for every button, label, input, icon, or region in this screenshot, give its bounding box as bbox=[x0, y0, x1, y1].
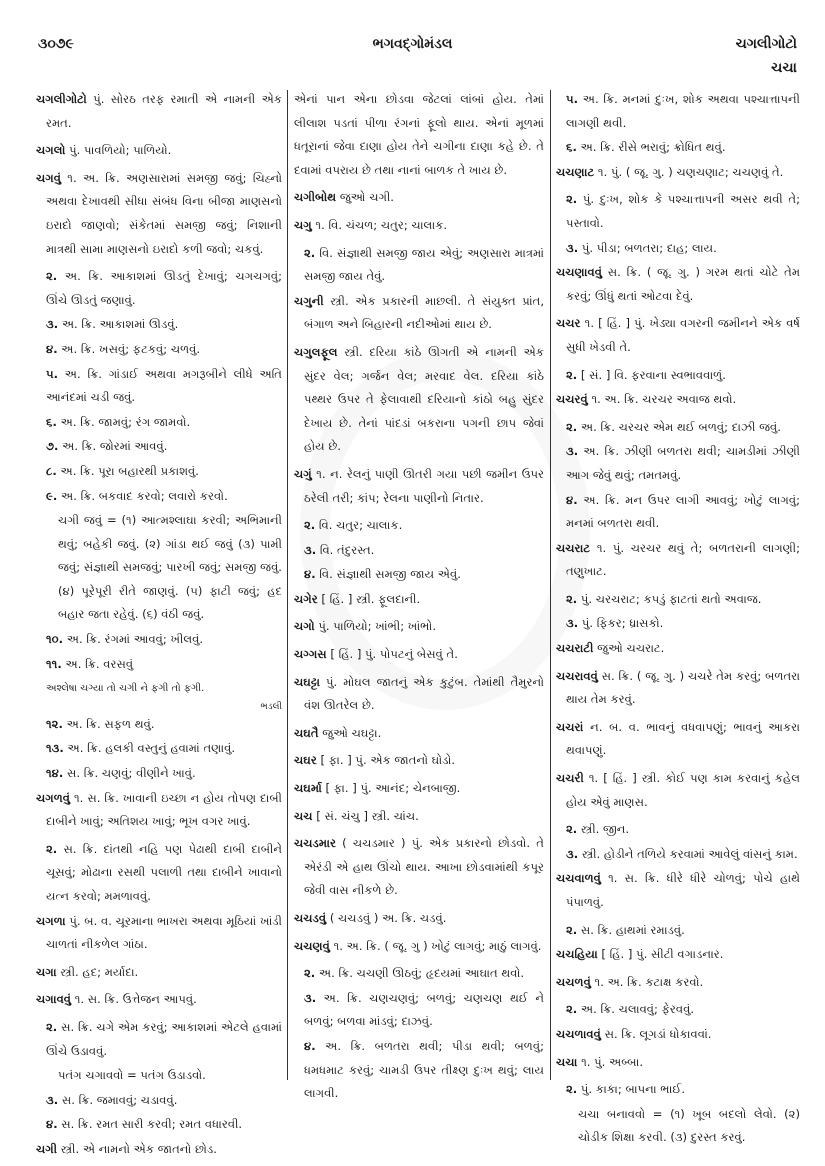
sense-line bbox=[36, 1113, 282, 1137]
sense-line bbox=[36, 460, 282, 484]
sense-line bbox=[36, 363, 282, 410]
sense-number: ૨. bbox=[566, 1002, 578, 1017]
headword: ચચરાં bbox=[556, 719, 584, 734]
dictionary-entry bbox=[36, 787, 282, 834]
definition-text: ૧. સ. ક્રિ. ખાવાની ઇચ્છા ન હોય તોપણ દાબી દાબીને ખાવું; અતિશય ખાવું; ભૂખ વગર ખાવું. bbox=[46, 790, 282, 829]
sense-number: ૩. bbox=[566, 846, 579, 861]
definition-text: જુઓ ચચરાટ. bbox=[593, 641, 665, 656]
idiom-line bbox=[36, 1064, 282, 1088]
sense-number: ૩. bbox=[304, 990, 317, 1005]
definition-text: ( ચચડવું ) અ. ક્રિ. ચડવું. bbox=[326, 911, 447, 925]
dictionary-entry bbox=[36, 139, 282, 163]
dictionary-entry bbox=[294, 463, 544, 510]
dictionary-entry bbox=[36, 961, 282, 985]
sense-number: ૨. bbox=[46, 1019, 58, 1034]
sense-line bbox=[294, 242, 544, 289]
definition-text: સ. ક્રિ. ( જૂ. ગુ. ) ચચરે તેમ કરવું; બળતરા થાય તેમ કરવું. bbox=[566, 668, 800, 707]
page-number: ૩૦૭૯ bbox=[38, 36, 74, 52]
definition-text: ૧. અ. ક્રિ. ચરચર અવાજ થવો. bbox=[587, 392, 737, 407]
dictionary-entry bbox=[294, 777, 544, 801]
dictionary-entry bbox=[294, 643, 544, 667]
definition-text: ચચા બનાવવો = (૧) ખૂબ બદલો લેવો. (૨) ચોડીક શિક્ષા કરવી. (૩) દુરસ્ત કરવું. bbox=[578, 1106, 800, 1145]
definition-text: વિ. તંદુરસ્ત. bbox=[316, 542, 375, 557]
definition-text: વિ. સંજ્ઞાથી સમજી જાય એવું. bbox=[315, 567, 461, 582]
dictionary-entry bbox=[294, 805, 544, 829]
headword: ચઘતૈ bbox=[294, 725, 319, 740]
definition-text: સ્ત્રી. હોડીને તળિયે કરવામાં આવેલું વાંસનું કામ. bbox=[578, 846, 798, 861]
sense-number: ૪. bbox=[46, 1117, 58, 1132]
sense-number: ૨. bbox=[566, 192, 578, 207]
headword: ચગી bbox=[36, 1141, 58, 1156]
dictionary-entry bbox=[294, 186, 544, 210]
sense-line bbox=[294, 987, 544, 1034]
definition-text: પું. ચરચરાટ; કપડું ફાટતાં થતો અવાજ. bbox=[577, 591, 762, 606]
dictionary-entry bbox=[294, 671, 544, 718]
definition-text: અ. ક્રિ. વરસવું bbox=[61, 656, 134, 671]
headword: ચચવાળવું bbox=[556, 871, 601, 886]
definition-text: પું. મોઘલ જાતનું એક કુટુંબ. તેમાંથી તૈમુરનો વંશ ઊતરેલ છે. bbox=[304, 674, 544, 713]
sense-line bbox=[556, 1078, 800, 1102]
definition-text: જુઓ ચઘટ્ટા. bbox=[318, 725, 382, 740]
dictionary-entry bbox=[556, 971, 800, 995]
first-guide-word: ચગલીગોટો bbox=[735, 36, 797, 52]
dictionary-entry bbox=[556, 767, 800, 814]
definition-text: ૧. અ. ક્રિ. ( જૂ. ગુ ) ખોટું લાગવું; માઠું લાગવું. bbox=[329, 938, 542, 953]
sense-number: ૩. bbox=[46, 1092, 59, 1107]
sense-line bbox=[556, 818, 800, 842]
sense-number: ૧૩. bbox=[46, 741, 64, 756]
headword: ચચણવું bbox=[294, 938, 330, 953]
dictionary-entry bbox=[294, 749, 544, 773]
definition-text: અ. ક્રિ. ચણચણવું; બળવું; ચણચણ થઈ ને બળવું; બળવા માંડવું; દાઝવું. bbox=[304, 990, 544, 1029]
dictionary-entry bbox=[556, 388, 800, 412]
definition-text: વિ. ચતુર; ચાલાક. bbox=[315, 518, 403, 533]
sense-line bbox=[556, 364, 800, 388]
sense-line bbox=[556, 998, 800, 1022]
headword: ચગુ bbox=[294, 217, 312, 232]
definition-text: ૧. વિ. ચંચળ; ચતુર; ચાલાક. bbox=[311, 217, 448, 232]
definition-text: સ. ક્રિ. ચગે એમ કરવું; આકાશમાં એટલે હવામાં ઊંચે ઉડાવવું. bbox=[46, 1019, 282, 1058]
headword: ચગા bbox=[36, 964, 57, 979]
sense-line bbox=[556, 843, 800, 867]
definition-text: પું. બ. વ. ચૂરમાના ભાખરા અથવા મૂઠિયાં ખાંડી ચાળતાં નીકળેલ ગાંઠા. bbox=[46, 913, 282, 952]
sense-number: ૨. bbox=[566, 367, 578, 382]
sense-line bbox=[556, 440, 800, 487]
headword: ચચડવું bbox=[294, 911, 327, 925]
sense-number: ૪. bbox=[304, 567, 316, 582]
definition-text: ૧. [ હિં. ] સ્ત્રી. કોઈ પણ કામ કરવાનું કહેલ હોય એવું માણસ. bbox=[566, 771, 800, 809]
sense-number: ૧૧. bbox=[46, 656, 62, 671]
dictionary-entry bbox=[294, 722, 544, 746]
definition-text: ( ચચડમાર ) પું. એક પ્રકારનો છોડવો. તે એરંડી એ હાથ ઊંચો થાય. આખા છોડવામાંથી કપૂર જેવી વાસ નીકળે છે. bbox=[304, 836, 544, 898]
definition-text: અ. ક્રિ. સફળ થવું. bbox=[62, 716, 155, 731]
sense-number: ૬. bbox=[46, 414, 57, 429]
definition-text: અ. ક્રિ. ચરચર એમ થઈ બળવું; દાઝી જવું. bbox=[577, 419, 781, 434]
sense-line bbox=[36, 1016, 282, 1063]
definition-text: [ ફા. ] પું. એક જાતનો ઘોડો. bbox=[316, 753, 456, 768]
sense-number: ૯. bbox=[46, 488, 58, 503]
definition-text: સ. ક્રિ. દાંતથી નહિ પણ પેઢાથી દાબી દાબીને ચૂસવું; મોઢાના રસથી પલાળી તથા દાબીને ખાવાનો યત્ન કરવો; મમળાવવું. bbox=[46, 841, 282, 903]
sense-line bbox=[36, 838, 282, 909]
definition-text: [ સં. ચંચુ ] સ્ત્રી. ચાંચ. bbox=[312, 808, 419, 823]
headword: ચચડમાર bbox=[294, 836, 336, 851]
sense-line bbox=[36, 653, 282, 677]
definition-text: અ. ક્રિ. પૂરા બહારથી પ્રકાશવું. bbox=[56, 463, 199, 478]
column-divider bbox=[287, 90, 288, 1080]
definition-text: અ. ક્રિ. આકાશમાં ઊડતું દેખાવું; ચગચગવું; ઊંચે ઊડતું જણાવું. bbox=[46, 269, 282, 307]
headword: ચગલો bbox=[36, 143, 66, 158]
sense-number: ૨. bbox=[304, 245, 316, 260]
quote-source: ભડલી bbox=[260, 701, 282, 712]
sense-line bbox=[294, 1035, 544, 1106]
dictionary-entry bbox=[556, 1023, 800, 1047]
column-2 bbox=[294, 88, 544, 1107]
headword: ચચરાટી bbox=[556, 641, 594, 656]
sense-line bbox=[36, 713, 282, 737]
book-title: ભગવદ્ગોમંડલ bbox=[372, 36, 453, 52]
headword: ચચરાટ bbox=[556, 540, 591, 555]
sense-number: ૨. bbox=[566, 1082, 578, 1097]
dictionary-entry bbox=[36, 88, 282, 135]
sense-number: ૨. bbox=[566, 591, 578, 606]
definition-text: એનાં પાન એના છોડવા જેટલાં લાંબાં હોય. તેમાં લીલાશ પડતાં પીળા રંગનાં ફૂલો થાય. એનાં મૂળમાં ધતૂરાનાં જેવા દાણા હોય તેને ચગીના દાણા કહે છે. તે દવામાં વપરાય છે તથા નાનાં બાળક તે ખાય છે. bbox=[294, 92, 544, 177]
definition-text: [ હિં. ] પું. સીટી વગાડનાર. bbox=[597, 947, 724, 962]
sense-line bbox=[36, 411, 282, 435]
definition-text: અ. ક્રિ. મનમાં દુઃખ, શોક અથવા પશ્ચાત્તાપની લાગણી થવી. bbox=[566, 92, 800, 130]
sense-number: ૪. bbox=[46, 341, 58, 356]
sense-line bbox=[36, 628, 282, 652]
headword: ચચર bbox=[556, 316, 581, 331]
headword: ચચણાટ bbox=[556, 164, 595, 179]
sense-number: ૨. bbox=[46, 841, 58, 856]
definition-text: પું. પીડા; બળતરા; દાહ; લાય. bbox=[578, 240, 717, 255]
sense-number: ૧૦. bbox=[46, 632, 64, 647]
sense-number: ૨. bbox=[304, 518, 316, 533]
headword: ચચરવું bbox=[556, 392, 588, 407]
definition-text: અ. ક્રિ. જામવું; રંગ જામવો. bbox=[56, 414, 191, 429]
definition-text: ૧. [ હિં. ] પું. ખેડ્યા વગરની જમીનને એક વર્ષ સુધી ખેડવી તે. bbox=[566, 316, 800, 354]
definition-text: સ. ક્રિ. ( જૂ. ગુ. ) ગરમ થતાં ચોટે તેમ કરવું; ઊંધું થતાં ઓટવા દેવું. bbox=[566, 265, 800, 303]
dictionary-entry bbox=[36, 988, 282, 1012]
headword: ચગુની bbox=[294, 293, 324, 308]
quotation bbox=[36, 677, 282, 713]
sense-line bbox=[294, 962, 544, 986]
headword: ચચણાવવું bbox=[556, 265, 602, 280]
definition-text: સ. ક્રિ. ચણવું; વીણીને ખાવું. bbox=[63, 766, 196, 781]
definition-text: અ. ક્રિ. જોરમાં આવવું. bbox=[58, 439, 168, 454]
headword: ચગ્ગસ bbox=[294, 647, 327, 662]
sense-number: ૨. bbox=[566, 419, 578, 434]
definition-text: સ્ત્રી. એક પ્રકારની માછલી. તે સંયુક્ત પ્રાંત, બંગાળ અને બિહારની નદીઓમાં થાય છે. bbox=[304, 293, 544, 332]
definition-text: [ હિં. ] સ્ત્રી. ફૂલદાની. bbox=[317, 591, 421, 606]
dictionary-entry bbox=[36, 167, 282, 261]
definition-text: ન. બ. વ. ભાવનું વધવાપણું; ભાવનું આકરા થવાપણું. bbox=[566, 719, 800, 758]
dictionary-entry bbox=[556, 537, 800, 584]
headword: ચઘર્મા bbox=[294, 781, 322, 796]
definition-text: પું. દુઃખ, શોક કે પશ્ચાત્તાપની અસર થવી તે; પસ્તાવો. bbox=[566, 192, 800, 230]
sense-line bbox=[294, 88, 544, 182]
sense-line bbox=[556, 188, 800, 235]
dictionary-entry bbox=[294, 214, 544, 238]
sense-line bbox=[36, 485, 282, 509]
definition-text: અ. ક્રિ. રંગમાં આવવું; ખીલવું. bbox=[63, 632, 204, 647]
sense-number: ૫. bbox=[566, 92, 579, 106]
definition-text: અ. ક્રિ. ચલાવવું; ફેરવવું. bbox=[577, 1002, 695, 1017]
definition-text: અ. ક્રિ. રીસે ભરાવું; ક્રોધિત થવું. bbox=[576, 140, 726, 155]
sense-line bbox=[556, 136, 800, 160]
sense-line bbox=[36, 435, 282, 459]
definition-text: સ્ત્રી. જીન. bbox=[577, 822, 630, 837]
headword: ચચળવું bbox=[556, 974, 591, 989]
sense-number: ૨. bbox=[46, 269, 58, 284]
sense-line bbox=[294, 539, 544, 563]
sense-line bbox=[36, 762, 282, 786]
definition-text: ચગી જવું = (૧) આત્મશ્લાઘા કરવી; અભિમાની થવું; બહેકી જવું. (૨) ગાંડા થઈ જવું (૩) પામી જવું; સંજ્ઞાથી સમજવું; પારખી જવું; સમજી જવું. (૪) પૂરેપૂરી રીતે જાણવું. (૫) ફાટી જવું; હદ બહાર જતા રહેવું. (૬) વંઠી જવું. bbox=[58, 513, 282, 622]
definition-text: વિ. સંજ્ઞાથી સમજી જાય એવું; અણસારા માત્રમાં સમજી જાય તેવું. bbox=[304, 245, 544, 284]
sense-line bbox=[294, 514, 544, 538]
definition-text: પતંગ ચગાવવો = પતંગ ઉડાડવો. bbox=[58, 1068, 206, 1083]
headword: ચગેર bbox=[294, 591, 318, 606]
dictionary-entry bbox=[294, 935, 544, 959]
definition-text: સ. ક્રિ. હાથમાં રમાડવું. bbox=[577, 922, 685, 937]
headword: ચઘટ્ટા bbox=[294, 674, 320, 689]
definition-text: પું. પાળિયો; ખાંભી; ખાંભો. bbox=[314, 619, 437, 634]
sense-line bbox=[556, 588, 800, 612]
column-divider bbox=[550, 90, 551, 1080]
definition-text: અ. ક્રિ. ચચણી ઊઠવું; હૃદયમાં આઘાત થવો. bbox=[315, 966, 525, 981]
definition-text: અ. ક્રિ. ઝીણી બળતરા થવી; ચામડીમાં ઝીણી આગ જેવું થવું; તમતમવું. bbox=[566, 444, 800, 482]
definition-text: અશ્લેષા ચગ્યા તો ચગી ને ફગી તો ફગી. bbox=[46, 683, 205, 695]
sense-line bbox=[36, 737, 282, 761]
definition-text: ૧. અ. ક્રિ. કટાક્ષ કરવો. bbox=[590, 974, 704, 989]
headword: ચચહિયા bbox=[556, 947, 598, 962]
definition-text: જુઓ ચગી. bbox=[336, 190, 394, 205]
dictionary-entry bbox=[556, 716, 800, 763]
definition-text: અ. ક્રિ. હલકી વસ્તુનું હવામાં તણાવું. bbox=[63, 741, 236, 756]
headword: ચચ bbox=[294, 808, 313, 823]
sense-number: ૨. bbox=[304, 966, 316, 981]
headword: ચચા bbox=[556, 1054, 578, 1069]
definition-text: [ હિં. ] પું. પોપટનું બેસવું તે. bbox=[326, 647, 458, 662]
definition-text: સ્ત્રી. દરિયા કાંઠે ઊગતી એ નામની એક સુંદર વેલ; ગર્જન વેલ; મરવાદ વેલ. દરિયા કાંઠે પથ્થર ઉપર તે ફેલાવાથી દરિયાનો કાંઠો બહુ સુંદર દેખાય છે. તેનાં પાંદડાં બકરાના પગની છાપ જેવાં હોય છે. bbox=[304, 344, 544, 454]
definition-text: સ. ક્રિ. જમાવવું; ચડાવવું. bbox=[58, 1092, 178, 1107]
dictionary-entry bbox=[294, 832, 544, 903]
headword: ચગલીગોટો bbox=[36, 92, 87, 106]
sense-number: ૩. bbox=[46, 317, 59, 332]
dictionary-entry bbox=[556, 161, 800, 185]
sense-number: ૧૪. bbox=[46, 766, 64, 781]
sense-line bbox=[36, 265, 282, 312]
sense-line bbox=[36, 313, 282, 337]
sense-line bbox=[36, 338, 282, 362]
definition-text: ૧. સ. ક્રિ. ધીરે ધીરે ચોળવું; પોચે હાથે પંપાળવું. bbox=[566, 871, 800, 909]
definition-text: ૧. ન. રેલનું પાણી ઊતરી ગયા પછી જમીન ઉપર ઠરેલી તરી; કાંપ; રેલના પાણીનો નિતાર. bbox=[304, 466, 544, 505]
definition-text: સ્ત્રી. હદ; મર્યાદા. bbox=[56, 964, 139, 979]
headword: ચગળા bbox=[36, 913, 66, 928]
sense-line bbox=[556, 237, 800, 261]
idiom-line bbox=[556, 1103, 800, 1150]
definition-text: પું. પાવળિયો; પાળિયો. bbox=[65, 143, 172, 158]
dictionary-entry bbox=[556, 1051, 800, 1075]
dictionary-entry bbox=[556, 665, 800, 712]
definition-text: અ. ક્રિ. બકવાદ કરવો; લવારો કરવો. bbox=[57, 488, 228, 503]
definition-text: ૧. પું. ચરચર થવું તે; બળતરાની લાગણી; તણુખાટ. bbox=[566, 540, 800, 579]
definition-text: સ. ક્રિ. લૂગડાં ધોકાવવાં. bbox=[600, 1026, 712, 1041]
dictionary-entry bbox=[556, 261, 800, 308]
dictionary-entry bbox=[294, 341, 544, 459]
definition-text: ૧. પું. અબ્બા. bbox=[577, 1054, 644, 1069]
sense-number: ૬. bbox=[566, 140, 577, 155]
dictionary-entry bbox=[556, 312, 800, 359]
column-1 bbox=[36, 88, 282, 1166]
sense-number: ૨. bbox=[566, 822, 578, 837]
definition-text: અ. ક્રિ. ગાંડાઈ અથવા મગરૂબીને લીધે અતિ આનંદમાં ચડી જવું. bbox=[46, 366, 282, 405]
column-3 bbox=[556, 88, 800, 1151]
headword: ચચરાવવું bbox=[556, 668, 598, 683]
sense-number: ૧૨. bbox=[46, 716, 63, 731]
definition-text: ૧. અ. ક્રિ. અણસારામાં સમજી જવું; ચિહ્નો અથવા દેખાવથી સીધા સંબંધ વિના બીજા માણસનો ઇરાદો જાણવો; સંકેતમાં સમજી જવું; નિશાની માત્રથી સામા માણસનો ઇરાદો કળી જવો; ચકવું. bbox=[46, 170, 282, 256]
headword: ચગું bbox=[294, 466, 312, 481]
headword: ચગો bbox=[294, 619, 315, 634]
sense-number: ૪. bbox=[304, 1038, 316, 1053]
sense-line bbox=[556, 612, 800, 636]
sense-number: ૩. bbox=[566, 616, 579, 631]
sense-line bbox=[556, 919, 800, 943]
definition-text: અ. ક્રિ. આકાશમાં ઊડવું. bbox=[58, 317, 179, 332]
dictionary-entry bbox=[556, 637, 800, 661]
headword: ચચળાવવું bbox=[556, 1026, 601, 1041]
dictionary-entry bbox=[36, 1138, 282, 1162]
dictionary-entry bbox=[556, 943, 800, 967]
dictionary-entry bbox=[294, 588, 544, 612]
definition-text: [ સં. ] વિ. ફરવાના સ્વભાવવાળું. bbox=[577, 367, 726, 382]
headword: ચચરી bbox=[556, 771, 584, 786]
sense-line bbox=[556, 88, 800, 135]
definition-text: અ. ક્રિ. ખસવું; ફટકવું; ચળવું. bbox=[57, 341, 201, 356]
sense-number: ૫. bbox=[46, 366, 59, 381]
headword: ચગુલફૂલ bbox=[294, 344, 338, 359]
definition-text: ૧. પું. ( જૂ. ગુ. ) ચણચણાટ; ચચણવું તે. bbox=[594, 164, 784, 179]
sense-number: ૪. bbox=[566, 492, 578, 507]
dictionary-entry bbox=[36, 910, 282, 957]
sense-number: ૩. bbox=[304, 542, 317, 557]
definition-text: ૧. સ. ક્રિ. ઉત્તેજન આપવું. bbox=[71, 992, 197, 1007]
headword: ચઘર bbox=[294, 753, 317, 768]
sense-number: ૨. bbox=[566, 922, 578, 937]
definition-text: સ્ત્રી. એ નામનો એક જાતનો છોડ. bbox=[57, 1141, 217, 1156]
dictionary-entry bbox=[294, 907, 544, 931]
dictionary-entry bbox=[556, 867, 800, 914]
sense-number: ૩. bbox=[566, 240, 579, 255]
sense-line bbox=[36, 1089, 282, 1113]
definition-text: પું. સોરઠ તરફ રમાતી એ નામની એક રમત. bbox=[46, 92, 282, 130]
last-guide-word: ચચા bbox=[771, 60, 797, 76]
sense-line bbox=[556, 416, 800, 440]
headword: ચગળવું bbox=[36, 790, 71, 805]
definition-text: પું. કાકા; બાપના ભાઈ. bbox=[577, 1082, 686, 1097]
sense-line bbox=[556, 489, 800, 536]
headword: ચગવું bbox=[36, 170, 61, 185]
sense-number: ૭. bbox=[46, 439, 59, 454]
definition-text: અ. ક્રિ. મન ઉપર લાગી આવવું; ખોટું લાગવું; મનમાં બળતરા થવી. bbox=[566, 492, 800, 531]
definition-text: [ ફા. ] પું. આનંદ; ચેનબાજી. bbox=[321, 781, 461, 796]
headword: ચગાવવું bbox=[36, 992, 72, 1007]
definition-text: સ. ક્રિ. રમત સારી કરવી; રમત વધારવી. bbox=[57, 1117, 243, 1132]
sense-line bbox=[294, 563, 544, 587]
sense-number: ૮. bbox=[46, 463, 57, 478]
definition-text: અ. ક્રિ. બળતરા થવી; પીડા થવી; બળવું; ધમધમાટ કરવું; ચામડી ઉપર તીક્ષ્ણ દુઃખ થવું; લાય લાગવી. bbox=[304, 1038, 544, 1101]
idiom-line bbox=[36, 509, 282, 627]
sense-number: ૩. bbox=[566, 444, 579, 459]
dictionary-entry bbox=[294, 615, 544, 639]
definition-text: પું. ફિકર; ધ્રાસકો. bbox=[578, 616, 664, 631]
headword: ચગીબોથ bbox=[294, 190, 337, 205]
dictionary-entry bbox=[294, 290, 544, 337]
